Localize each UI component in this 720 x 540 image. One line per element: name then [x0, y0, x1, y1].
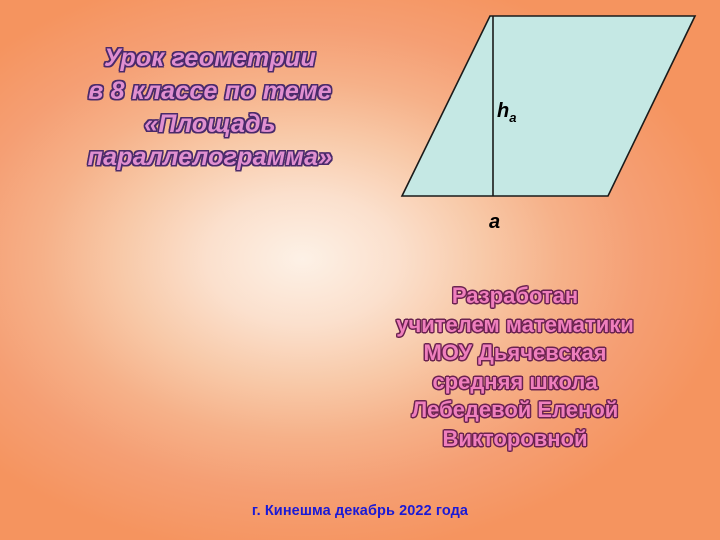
parallelogram-shape	[402, 16, 695, 196]
author-line-3: МОУ Дьячевская	[423, 340, 607, 366]
author-line-2: учителем математики	[396, 311, 634, 337]
title-line-1: Урок геометрии	[104, 44, 316, 72]
height-label	[497, 100, 516, 125]
parallelogram-svg	[380, 8, 700, 248]
height-label-text: h	[497, 100, 510, 122]
author-line-1: Разработан	[451, 283, 579, 308]
author-line-5: Лебедевой Еленой	[411, 397, 619, 423]
title-line-3: «Площадь	[144, 110, 276, 138]
title-line-2: в 8 классе по теме	[88, 77, 332, 105]
page-title	[20, 42, 400, 174]
footer-place-date: г. Кинешма декабрь 2022 года	[251, 503, 469, 519]
author-credits	[330, 282, 700, 454]
parallelogram-figure	[380, 8, 700, 248]
author-line-4: средняя школа	[432, 368, 598, 394]
title-line-4: параллелограмма»	[87, 143, 333, 171]
height-label-subscript: a	[509, 110, 517, 125]
base-label: a	[489, 211, 501, 233]
author-line-6: Викторовной	[442, 425, 588, 451]
